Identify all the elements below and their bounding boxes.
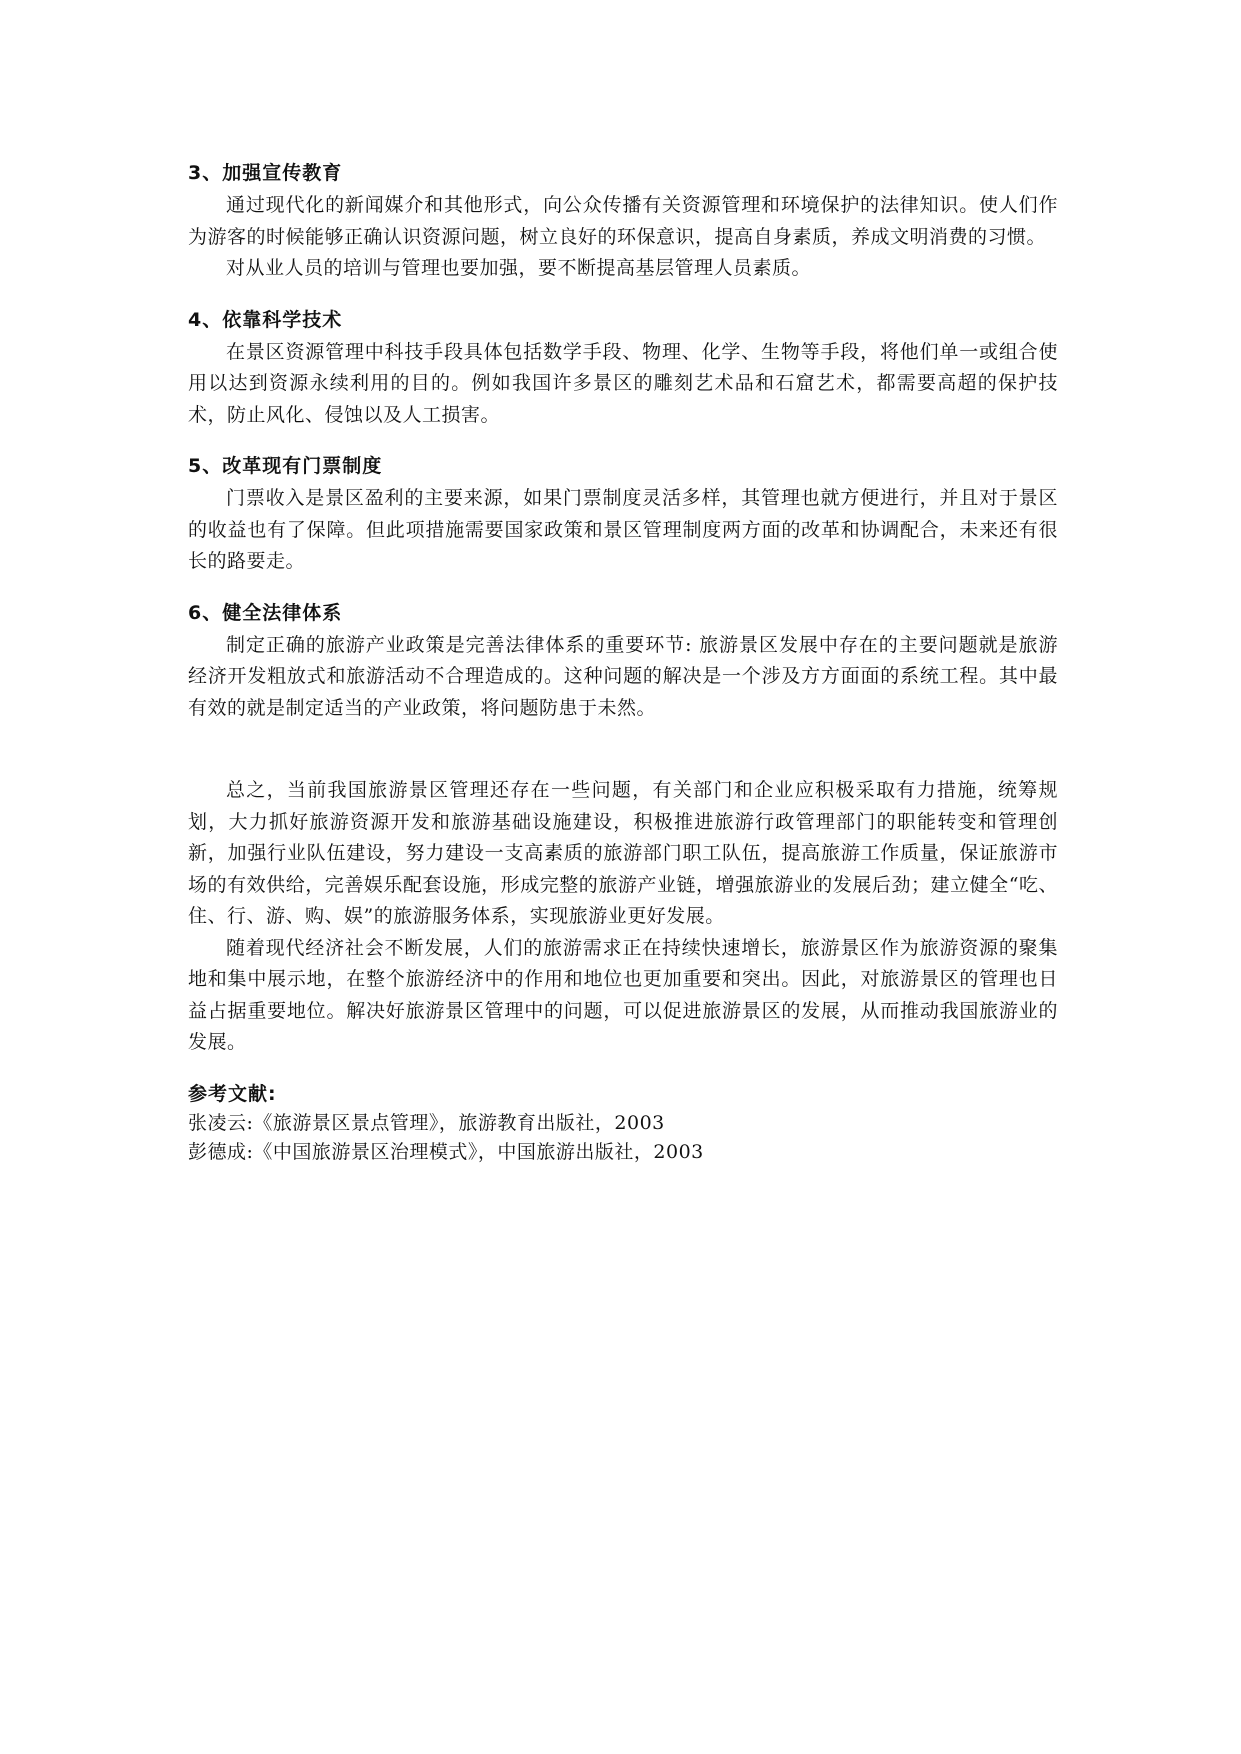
section-legal-system — [188, 598, 1058, 725]
section-heading: 5、改革现有门票制度 — [188, 455, 383, 477]
reference-item: 张凌云:《旅游景区景点管理》，旅游教育出版社，2003 — [188, 1111, 665, 1134]
references — [188, 1079, 1058, 1167]
reference-item: 彭德成:《中国旅游景区治理模式》，中国旅游出版社，2003 — [188, 1140, 704, 1163]
section-heading: 6、健全法律体系 — [188, 601, 343, 624]
section-heading: 4、依靠科学技术 — [188, 308, 343, 331]
section-ticket-reform — [188, 451, 1058, 578]
document-page — [188, 158, 1058, 1167]
section-paragraph: 门票收入是景区盈利的主要来源，如果门票制度灵活多样，其管理也就方便进行，并且对于景区的收益也有了保障。但此项措施需要国家政策和景区管理制度两方面的改革和协调配合，未来还有很长的路要走。 — [188, 487, 1058, 572]
section-paragraph: 在景区资源管理中科技手段具体包括数学手段、物理、化学、生物等手段，将他们单一或组合使用以达到资源永续利用的目的。例如我国许多景区的雕刻艺术品和石窟艺术，都需要高超的保护技术，防止风化、侵蚀以及人工损害。 — [188, 340, 1058, 426]
section-paragraph: 对从业人员的培训与管理也要加强，要不断提高基层管理人员素质。 — [226, 257, 812, 279]
section-paragraph: 制定正确的旅游产业政策是完善法律体系的重要环节: 旅游景区发展中存在的主要问题就是旅游经济开发粗放式和旅游活动不合理造成的。这种问题的解决是一个涉及方方面面的系统工程。其中最有效的就是制定适当的产业政策，将问题防患于未然。 — [188, 633, 1058, 719]
references-heading: 参考文献: — [188, 1082, 277, 1105]
conclusion — [188, 775, 1058, 1059]
section-paragraph: 通过现代化的新闻媒介和其他形式，向公众传播有关资源管理和环境保护的法律知识。使人们作为游客的时候能够正确认识资源问题，树立良好的环保意识，提高自身素质，养成文明消费的习惯。 — [188, 194, 1058, 248]
section-science-technology — [188, 305, 1058, 432]
conclusion-paragraph: 总之，当前我国旅游景区管理还存在一些问题，有关部门和企业应积极采取有力措施，统筹规划，大力抓好旅游资源开发和旅游基础设施建设，积极推进旅游行政管理部门的职能转变和管理创新，加强行业队伍建设，努力建设一支高素质的旅游部门职工队伍，提高旅游工作质量，保证旅游市场的有效供给，完善娱乐配套设施，形成完整的旅游产业链，增强旅游业的发展后劲；建立健全“吃、住、行、游、购、娱”的旅游服务体系，实现旅游业更好发展。 — [188, 779, 1058, 927]
section-spacer — [188, 744, 1058, 775]
section-heading: 3、加强宣传教育 — [188, 162, 343, 184]
conclusion-paragraph: 随着现代经济社会不断发展，人们的旅游需求正在持续快速增长，旅游景区作为旅游资源的聚集地和集中展示地，在整个旅游经济中的作用和地位也更加重要和突出。因此，对旅游景区的管理也日益占据重要地位。解决好旅游景区管理中的问题，可以促进旅游景区的发展，从而推动我国旅游业的发展。 — [188, 936, 1058, 1053]
section-publicity-education — [188, 158, 1058, 285]
